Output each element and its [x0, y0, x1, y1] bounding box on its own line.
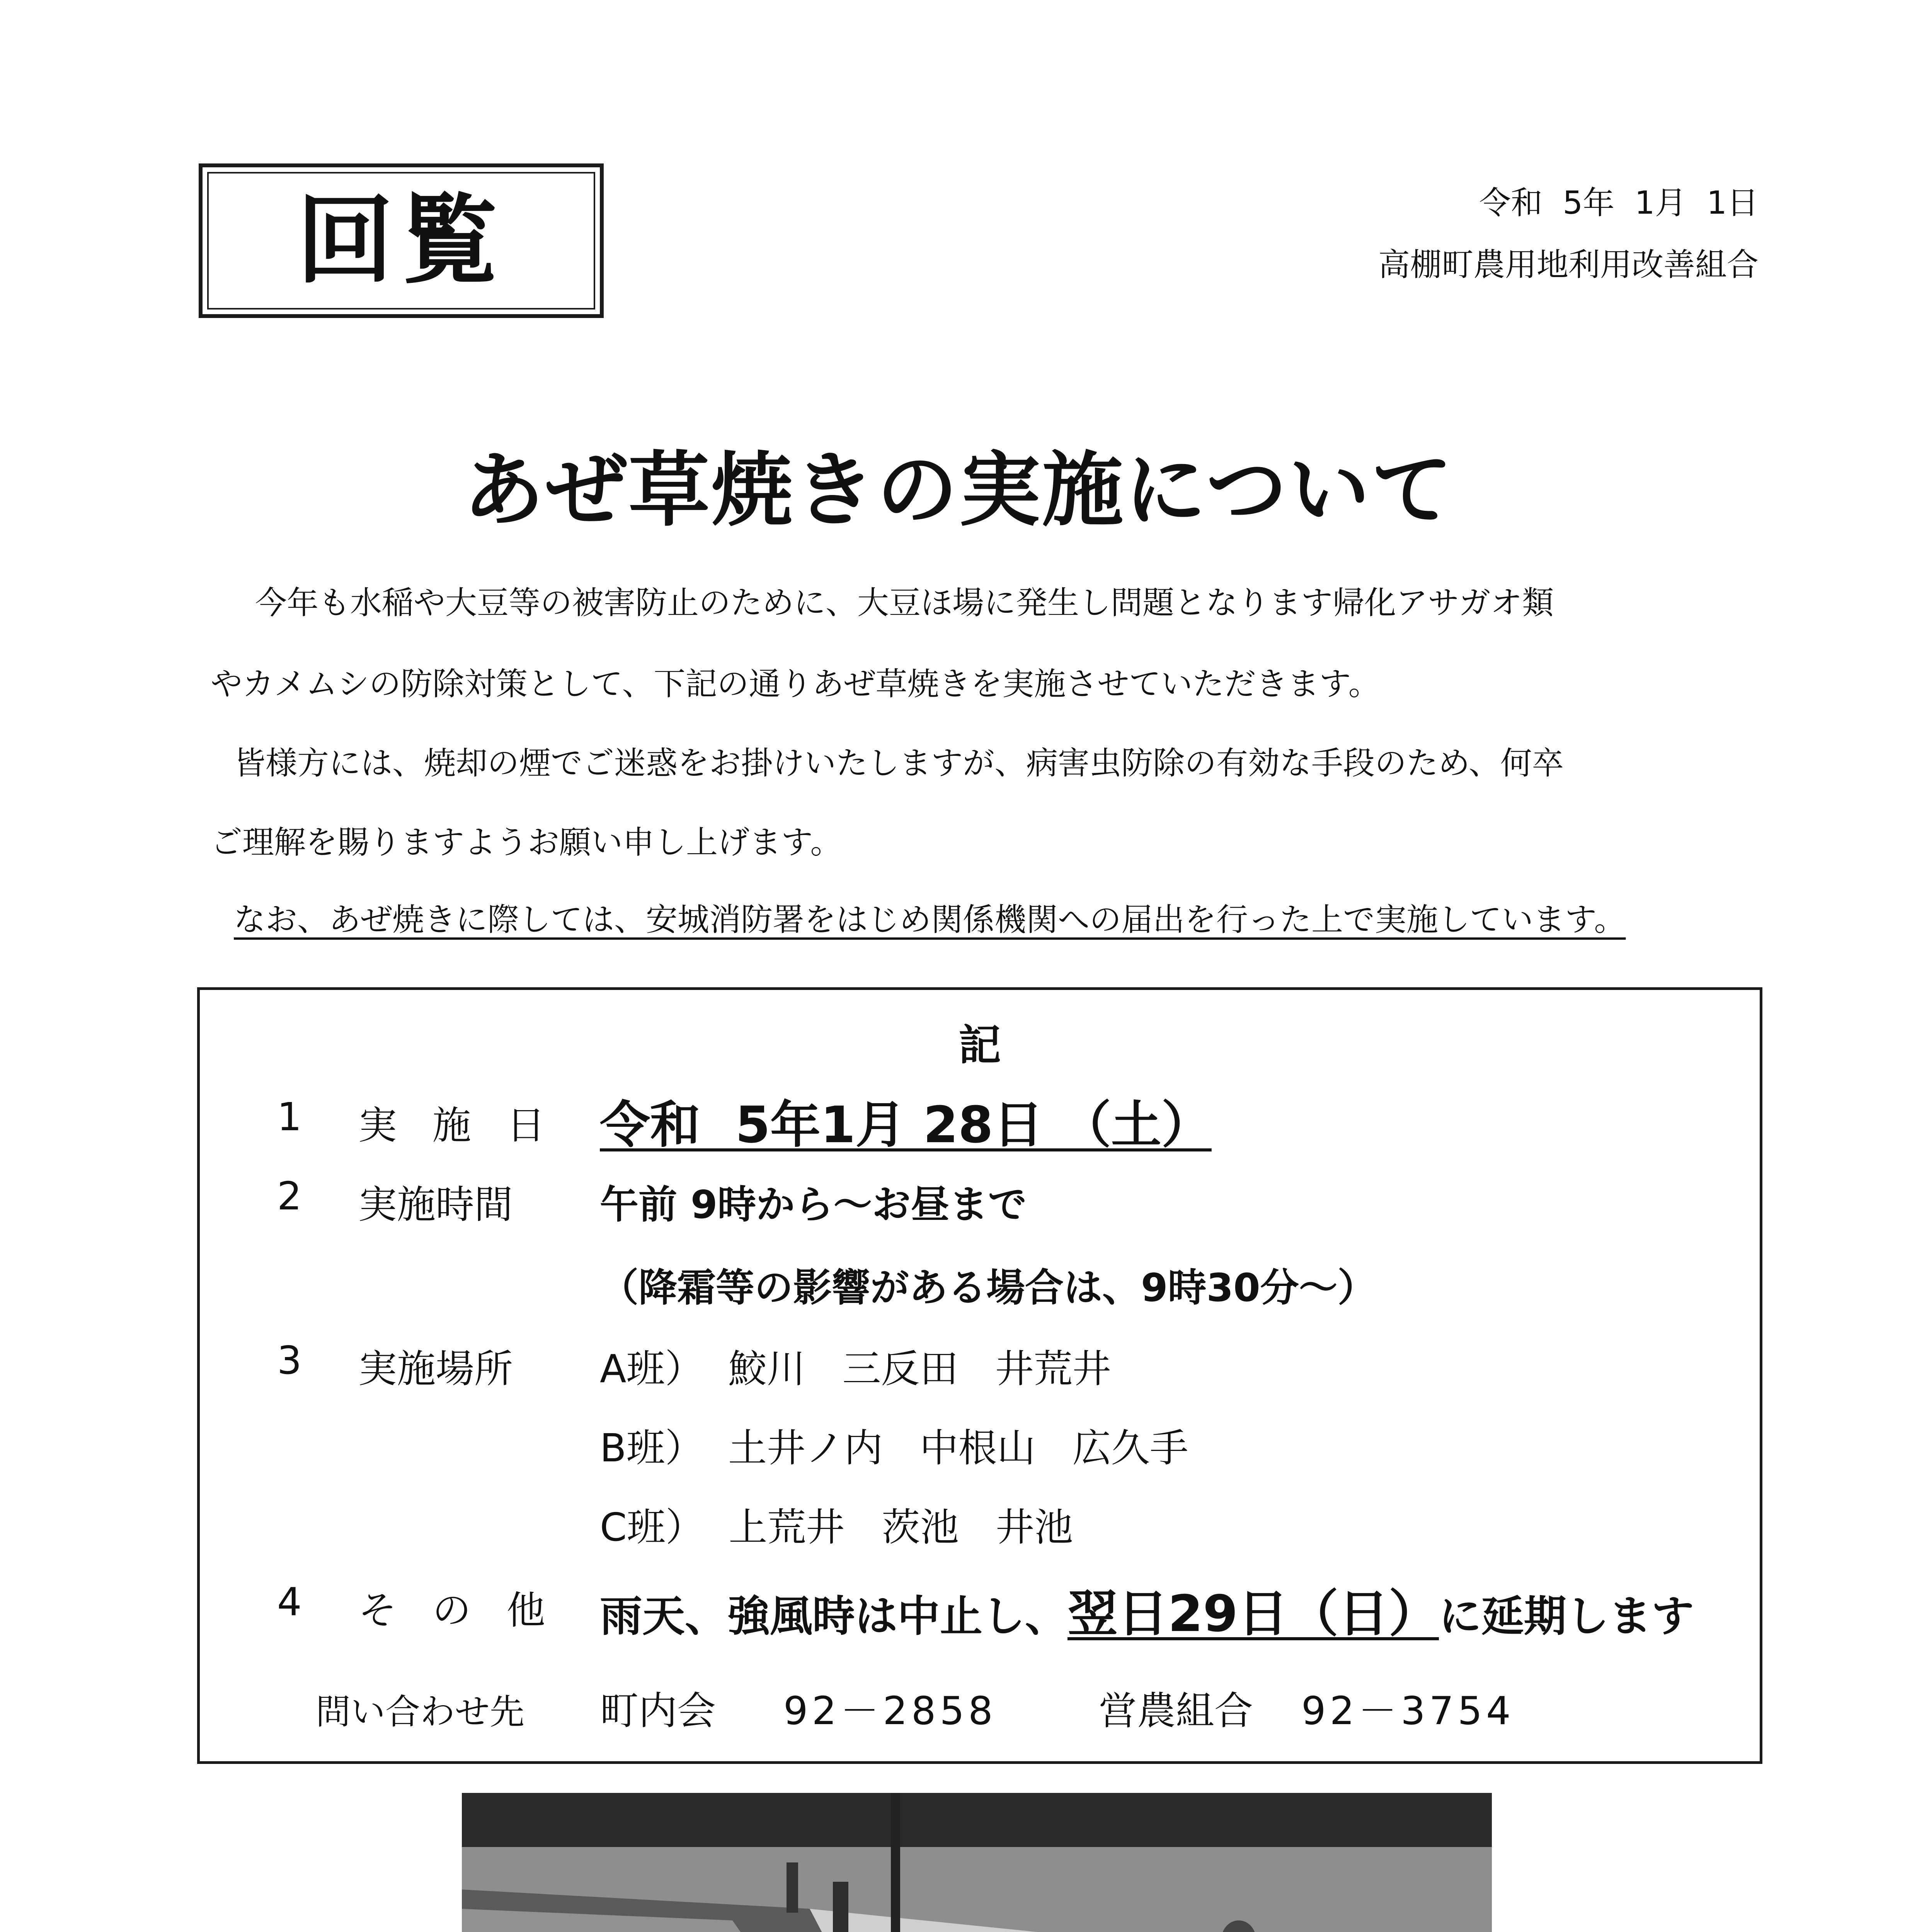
item-2-time-value: 午前 9時から～お昼まで	[600, 1182, 1027, 1227]
group-a-locations: A班） 鮫川 三反田 井荒井	[600, 1346, 1111, 1391]
group-b-locations: B班） 土井ノ内 中根山 広久手	[600, 1425, 1188, 1471]
paragraph-line-4: ご理解を賜りますようお願い申し上げます。	[211, 824, 842, 861]
issue-date: 令和 5年 1月 1日	[1479, 185, 1759, 221]
document-title: あぜ草焼きの実施について	[463, 443, 1454, 537]
photo-treeline	[462, 1793, 1492, 1847]
item-4-number: 4	[277, 1579, 302, 1624]
item-4-value-post: に延期します	[1439, 1592, 1694, 1641]
notice-box	[197, 987, 1762, 1764]
town-association-phone: 92－2858	[783, 1688, 997, 1733]
photo-utility-pole	[891, 1793, 900, 1932]
town-association-label: 町内会	[600, 1688, 716, 1733]
photo-person-far	[833, 1882, 848, 1932]
paragraph-line-1: 今年も水稲や大豆等の被害防止のために、大豆ほ場に発生し問題となります帰化アサガオ類	[255, 585, 1554, 621]
organization-name: 高棚町農用地利用改善組合	[1378, 247, 1759, 283]
postpone-date: 翌日29日（日）	[1067, 1584, 1439, 1643]
paragraph-line-3: 皆様方には、焼却の煙でご迷惑をお掛けいたしますが、病害虫防除の有効な手段のため、何卒	[234, 745, 1564, 782]
item-2-number: 2	[277, 1173, 302, 1219]
item-3-number: 3	[277, 1338, 302, 1383]
item-3-label: 実施場所	[358, 1346, 513, 1391]
item-2-time-note: （降霜等の影響がある場合は、9時30分～）	[600, 1265, 1376, 1310]
photo-illustration	[462, 1793, 1492, 1932]
paragraph-line-2: やカメムシの防除対策として、下記の通りあぜ草焼きを実施させていただきます。	[211, 666, 1380, 702]
farming-coop-label: 営農組合	[1098, 1688, 1253, 1733]
farming-coop-phone: 92－3754	[1301, 1688, 1515, 1733]
item-1-number: 1	[277, 1094, 302, 1139]
field-burning-photo	[462, 1793, 1492, 1932]
contact-label: 問い合わせ先	[316, 1692, 524, 1732]
item-2-label: 実施時間	[358, 1182, 513, 1227]
notice-heading: 記	[958, 1020, 1001, 1070]
group-c-locations: C班） 上荒井 茨池 井池	[600, 1505, 1073, 1550]
item-4-value-pre: 雨天、強風時は中止し、	[600, 1592, 1067, 1641]
paragraph-line-5-underlined: なお、あぜ焼きに際しては、安城消防署をはじめ関係機関への届出を行った上で実施しています。	[234, 901, 1626, 938]
photo-person-far	[787, 1862, 798, 1913]
circular-stamp-box	[199, 163, 604, 318]
item-4-label: そ の 他	[358, 1588, 557, 1633]
item-4-value	[600, 1573, 1694, 1646]
item-1-date-value: 令和 5年1月 28日 （土）	[600, 1095, 1212, 1154]
circular-label: 回覧	[207, 172, 595, 310]
item-1-label: 実 施 日	[358, 1103, 557, 1148]
